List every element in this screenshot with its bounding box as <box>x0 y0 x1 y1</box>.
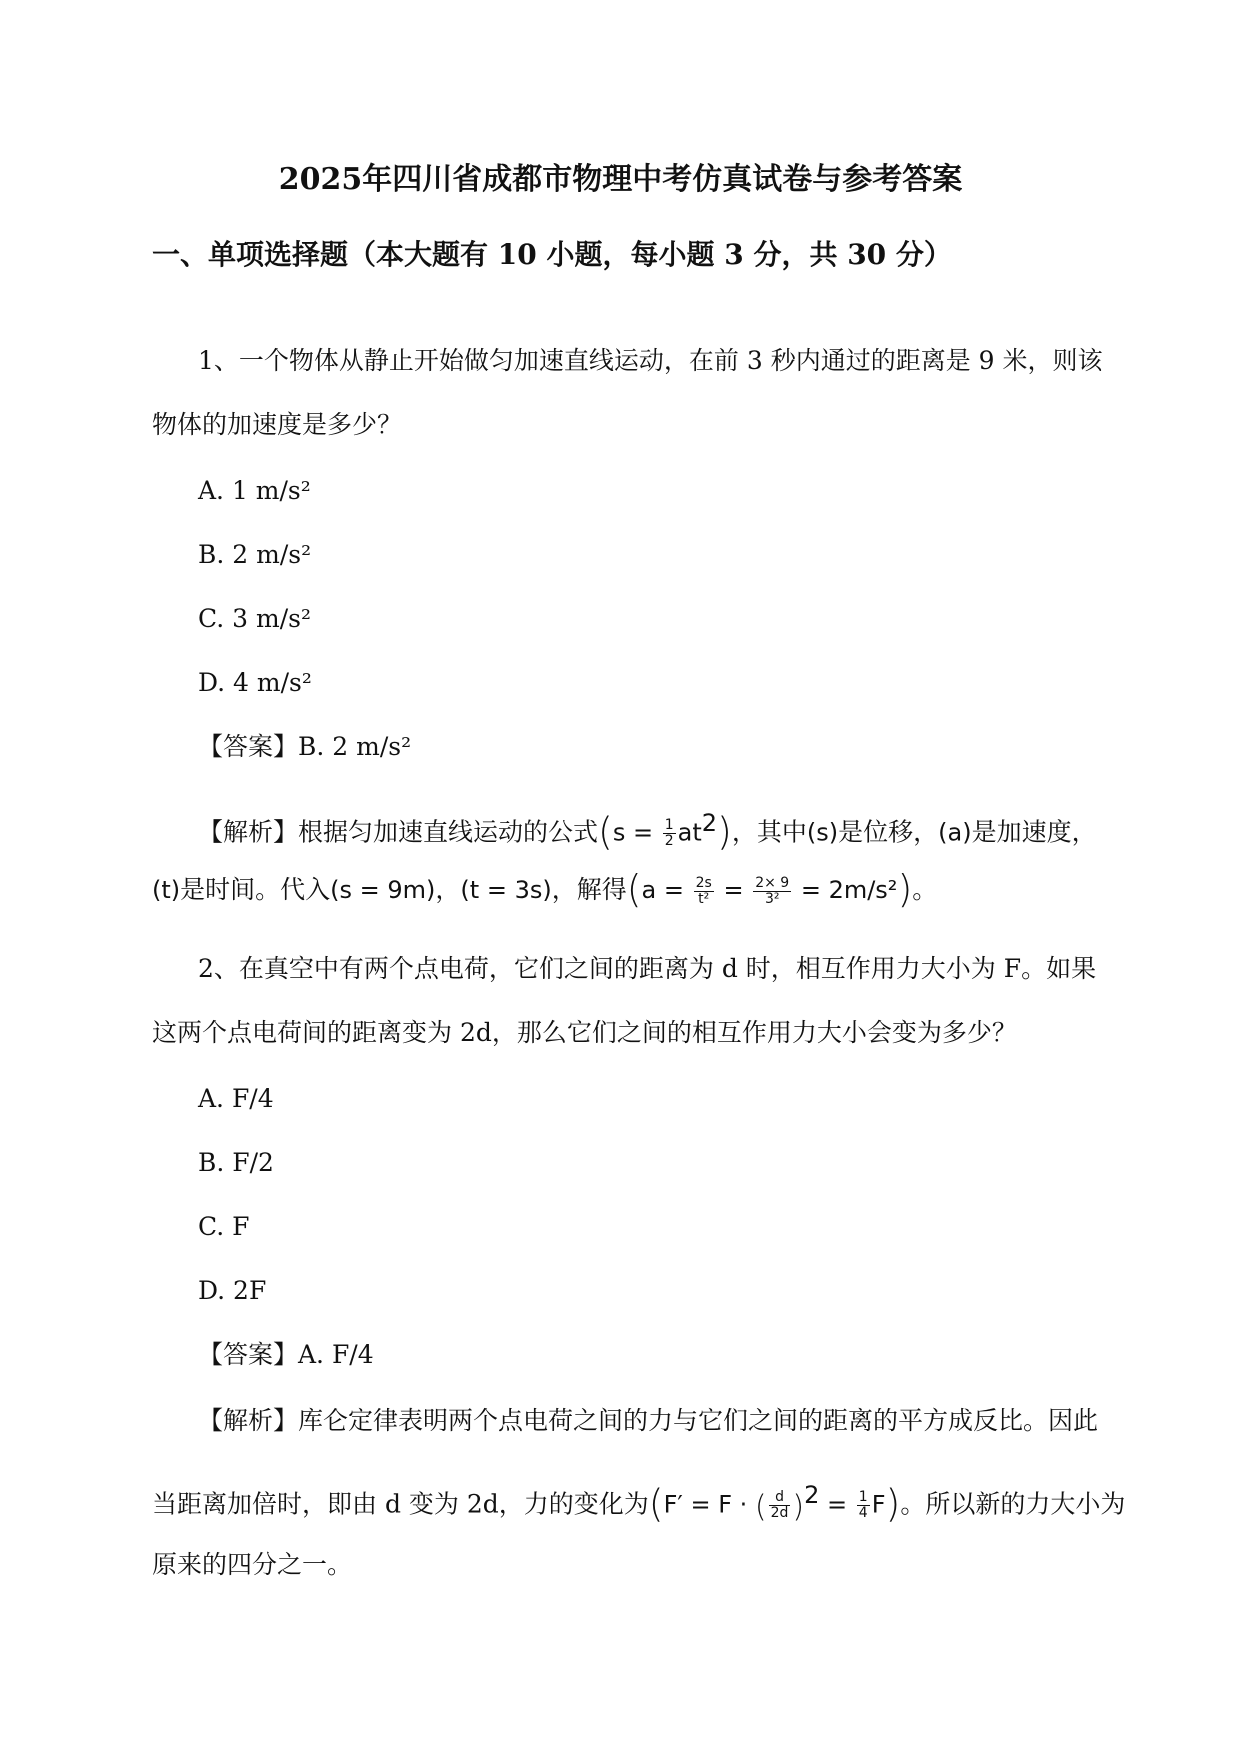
formula-result: = 2m/s² <box>793 876 898 904</box>
formula-exponent: 2 <box>701 809 718 837</box>
question-2-option-d: D. 2F <box>198 1276 267 1305</box>
formula-paren-close: ) <box>885 1481 901 1526</box>
question-2-stem-line2: 这两个点电荷间的距离变为 2d，那么它们之间的相互作用力大小会变为多少？ <box>152 1018 1017 1047</box>
question-2-option-a: A. F/4 <box>198 1084 274 1113</box>
section-heading: 一、单项选择题（本大题有 10 小题，每小题 3 分，共 30 分） <box>152 238 952 271</box>
analysis-text: ，解得 <box>551 875 627 904</box>
question-2-answer: 【答案】A. F/4 <box>198 1340 374 1369</box>
formula-text: F <box>871 1490 886 1519</box>
analysis-text: 。 <box>912 875 938 904</box>
variable-a: (a) <box>938 818 972 847</box>
analysis-text: 是加速度， <box>971 817 1097 847</box>
formula-paren-open: ( <box>598 809 613 854</box>
formula-exponent: 2 <box>804 1481 820 1509</box>
formula-paren-close: ) <box>717 809 732 854</box>
formula-text: F′ = F · <box>663 1490 755 1519</box>
formula-paren-open: ( <box>626 867 642 911</box>
question-2-option-c: C. F <box>198 1212 250 1241</box>
question-1-option-a: A. 1 m/s² <box>198 476 311 505</box>
formula-paren-close: ) <box>897 867 913 911</box>
formula-fraction <box>769 1490 791 1521</box>
question-2-stem-line1: 2、在真空中有两个点电荷，它们之间的距离为 d 时，相互作用力大小为 F。如果 <box>198 954 1097 983</box>
variable-s: (s) <box>806 818 839 847</box>
formula-fraction <box>694 876 714 907</box>
inner-paren-close: ) <box>792 1489 805 1525</box>
formula-fraction <box>753 876 791 907</box>
question-2-option-b: B. F/2 <box>198 1148 274 1177</box>
question-2-analysis-line1: 【解析】库仑定律表明两个点电荷之间的力与它们之间的距离的平方成反比。因此 <box>198 1406 1099 1435</box>
fraction-numerator: 2s <box>695 875 712 891</box>
analysis-text: 是时间。代入 <box>180 875 331 904</box>
formula-text: a = <box>641 876 692 904</box>
given-t: (t = 3s) <box>460 876 552 904</box>
formula-fraction <box>663 818 676 849</box>
question-1-analysis-line1 <box>198 806 1097 854</box>
question-2-analysis-line2 <box>152 1478 1125 1524</box>
fraction-denominator: 3² <box>764 891 780 907</box>
question-1-answer: 【答案】B. 2 m/s² <box>198 732 412 761</box>
fraction-numerator: 1 <box>858 1489 868 1506</box>
fraction-denominator: 4 <box>858 1505 868 1522</box>
fraction-denominator: 2 <box>664 833 674 850</box>
analysis-text: 。所以新的力大小为 <box>900 1489 1126 1519</box>
question-1-option-c: C. 3 m/s² <box>198 604 311 633</box>
question-2-analysis-line3: 原来的四分之一。 <box>152 1550 353 1579</box>
fraction-denominator: t² <box>698 891 710 907</box>
inner-paren-open: ( <box>754 1489 767 1525</box>
analysis-text: ，其中 <box>731 817 807 847</box>
question-1-option-b: B. 2 m/s² <box>198 540 312 569</box>
analysis-text: 是位移， <box>838 817 939 847</box>
analysis-text: 【解析】根据匀加速直线运动的公式 <box>198 817 599 847</box>
question-1-stem-line1: 1、一个物体从静止开始做匀加速直线运动，在前 3 秒内通过的距离是 9 米，则该 <box>198 346 1103 375</box>
analysis-text: 当距离加倍时，即由 d 变为 2d，力的变化为 <box>152 1489 649 1519</box>
given-s: (s = 9m) <box>330 876 436 904</box>
page-title: 2025年四川省成都市物理中考仿真试卷与参考答案 <box>278 162 963 197</box>
formula-text: at <box>677 818 702 847</box>
question-1-analysis-line2 <box>152 867 938 911</box>
formula-text: = <box>819 1490 855 1519</box>
formula-text: = <box>715 876 752 904</box>
analysis-text: ， <box>435 875 461 904</box>
variable-t: (t) <box>152 876 181 904</box>
fraction-numerator: 2× 9 <box>755 875 790 891</box>
fraction-numerator: 1 <box>664 817 674 834</box>
question-1-option-d: D. 4 m/s² <box>198 668 312 697</box>
formula-text: s = <box>612 818 661 847</box>
formula-fraction <box>857 1490 870 1521</box>
fraction-denominator: 2d <box>770 1505 789 1522</box>
question-1-stem-line2: 物体的加速度是多少？ <box>152 410 403 439</box>
fraction-numerator: d <box>769 1490 791 1506</box>
formula-paren-open: ( <box>648 1481 664 1526</box>
